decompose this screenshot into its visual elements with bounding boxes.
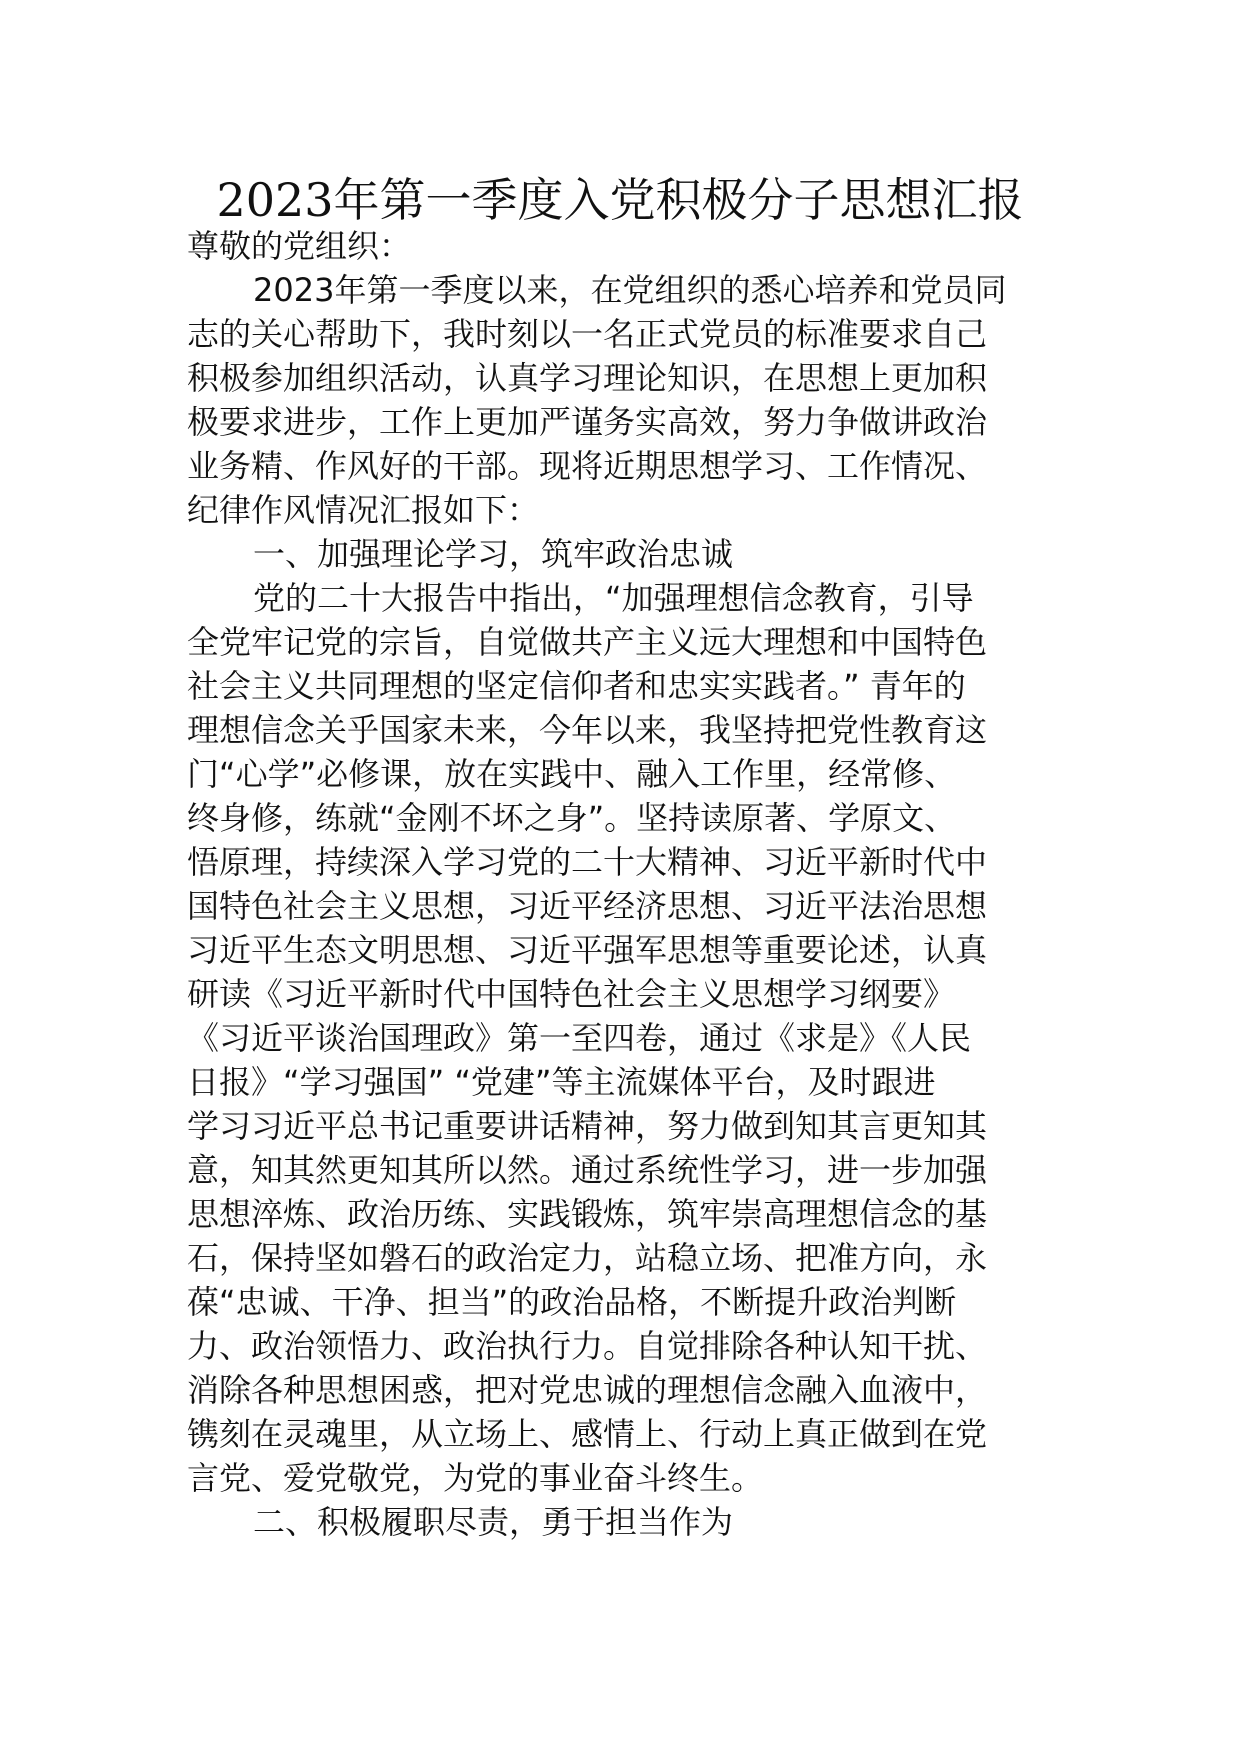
- paragraph-line: 意，知其然更知其所以然。通过系统性学习，进一步加强: [187, 1151, 988, 1189]
- paragraph-line: 葆“忠诚、干净、担当”的政治品格，不断提升政治判断: [187, 1283, 957, 1321]
- paragraph-line: 镌刻在灵魂里，从立场上、感情上、行动上真正做到在党: [187, 1415, 988, 1453]
- paragraph-line: 社会主义共同理想的坚定信仰者和忠实实践者。” 青年的: [187, 667, 966, 705]
- section-heading: 二、积极履职尽责，勇于担当作为: [253, 1503, 734, 1541]
- paragraph-line: 石，保持坚如磐石的政治定力，站稳立场、把准方向，永: [187, 1239, 988, 1277]
- paragraph-line: 习近平生态文明思想、习近平强军思想等重要论述，认真: [187, 931, 988, 969]
- paragraph-line: 极要求进步，工作上更加严谨务实高效，努力争做讲政治: [187, 403, 988, 441]
- document-title: 2023年第一季度入党积极分子思想汇报: [216, 173, 1024, 227]
- paragraph-line: 悟原理，持续深入学习党的二十大精神、习近平新时代中: [187, 843, 988, 881]
- paragraph-line: 纪律作风情况汇报如下：: [187, 491, 540, 529]
- paragraph-line: 学习习近平总书记重要讲话精神，努力做到知其言更知其: [187, 1107, 988, 1145]
- paragraph-line: 消除各种思想困惑，把对党忠诚的理想信念融入血液中，: [187, 1371, 988, 1409]
- paragraph-line: 日报》“学习强国” “党建”等主流媒体平台，及时跟进: [187, 1063, 936, 1101]
- paragraph-line: 2023年第一季度以来，在党组织的悉心培养和党员同: [253, 271, 1007, 309]
- salutation: 尊敬的党组织：: [187, 227, 412, 265]
- paragraph-line: 门“心学”必修课，放在实践中、融入工作里，经常修、: [187, 755, 957, 793]
- paragraph-line: 积极参加组织活动，认真学习理论知识，在思想上更加积: [187, 359, 988, 397]
- paragraph-line: 国特色社会主义思想，习近平经济思想、习近平法治思想: [187, 887, 988, 925]
- paragraph-line: 终身修，练就“金刚不坏之身”。坚持读原著、学原文、: [187, 799, 957, 837]
- paragraph-line: 思想淬炼、政治历练、实践锻炼，筑牢崇高理想信念的基: [187, 1195, 988, 1233]
- section-heading: 一、加强理论学习，筑牢政治忠诚: [253, 535, 734, 573]
- paragraph-line: 业务精、作风好的干部。现将近期思想学习、工作情况、: [187, 447, 988, 485]
- paragraph-line: 全党牢记党的宗旨，自觉做共产主义远大理想和中国特色: [187, 623, 988, 661]
- paragraph-line: 言党、爱党敬党，为党的事业奋斗终生。: [187, 1459, 764, 1497]
- paragraph-line: 《习近平谈治国理政》第一至四卷，通过《求是》《人民: [187, 1019, 972, 1057]
- paragraph-line: 力、政治领悟力、政治执行力。自觉排除各种认知干扰、: [187, 1327, 988, 1365]
- paragraph-line: 研读《习近平新时代中国特色社会主义思想学习纲要》: [187, 975, 956, 1013]
- paragraph-line: 志的关心帮助下，我时刻以一名正式党员的标准要求自己: [187, 315, 988, 353]
- paragraph-line: 党的二十大报告中指出，“加强理想信念教育，引导: [253, 579, 974, 617]
- paragraph-line: 理想信念关乎国家未来，今年以来，我坚持把党性教育这: [187, 711, 988, 749]
